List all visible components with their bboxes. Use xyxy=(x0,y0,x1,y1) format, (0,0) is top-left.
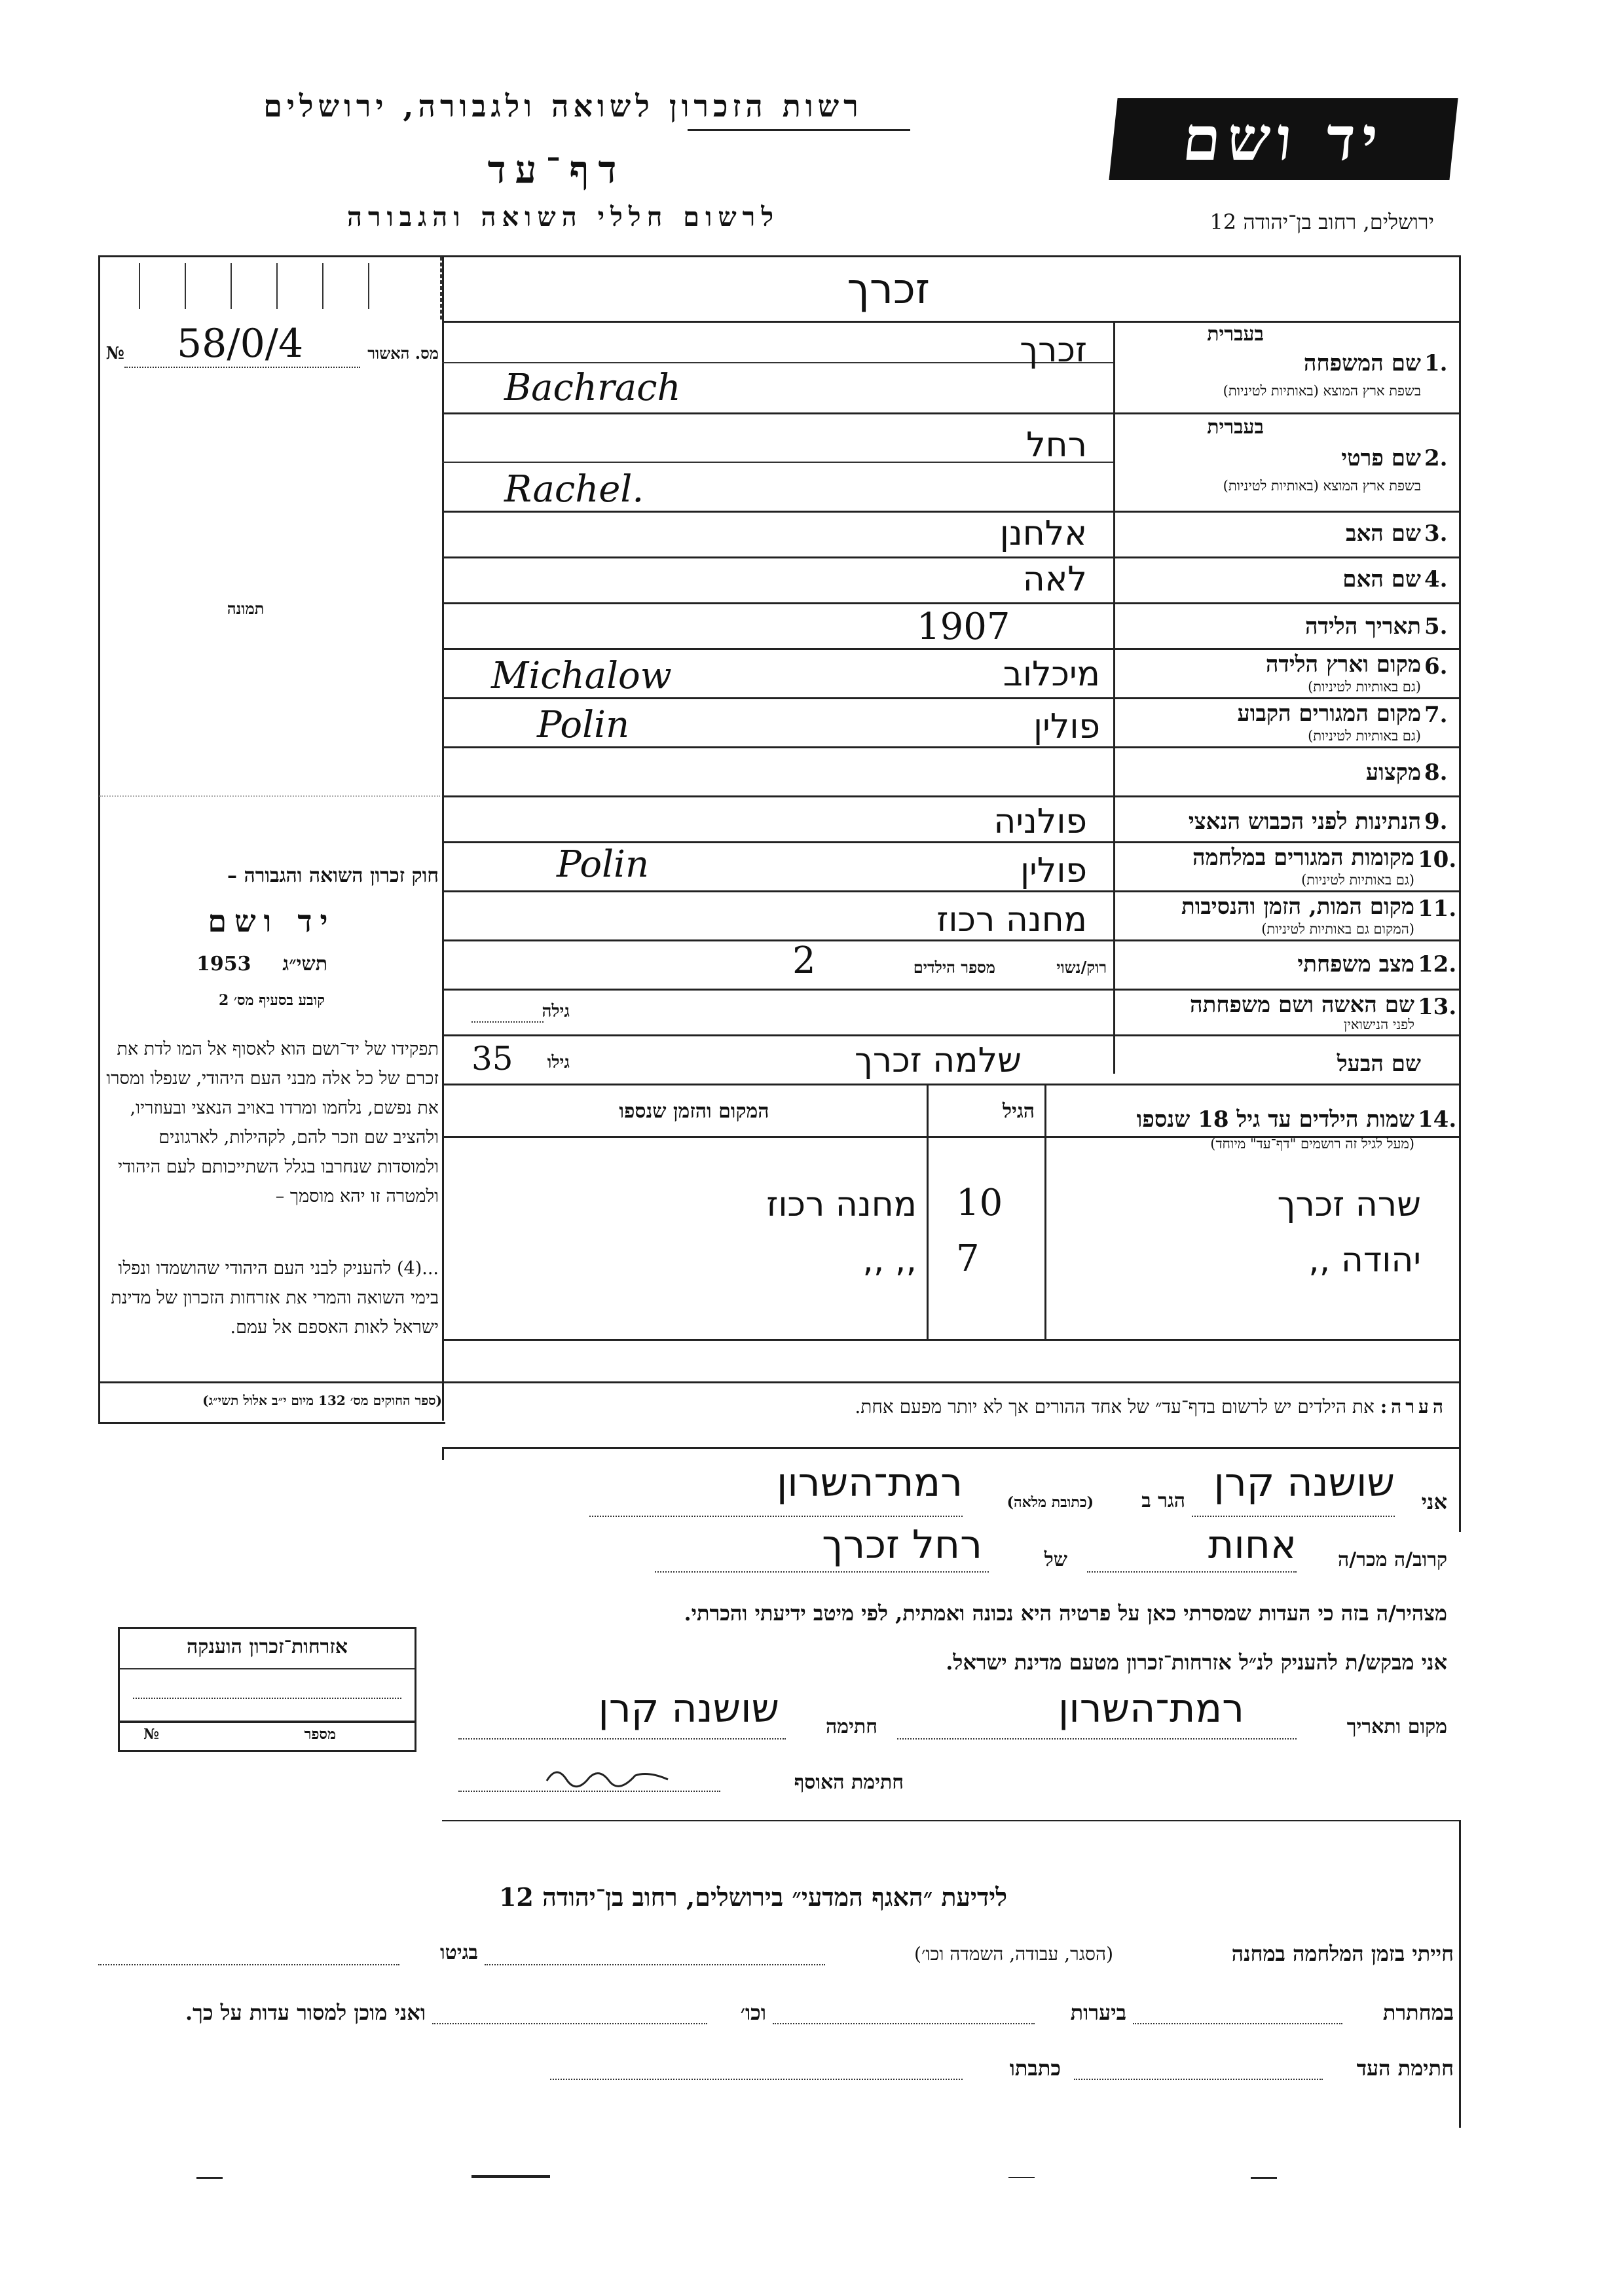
record-label: מס. האשור xyxy=(367,344,439,363)
of-name: רחל זכרך xyxy=(822,1522,982,1568)
law-org: יד ושם xyxy=(208,903,336,939)
memorial-citizenship-title: אזרחות־זכרון הוענקה xyxy=(186,1635,348,1658)
field-10-number: 10. xyxy=(1418,847,1457,873)
memorial-citizenship-number-prefix: № xyxy=(143,1726,159,1743)
husband-age-label: גילו xyxy=(547,1053,570,1072)
field-8-label: מקצוע xyxy=(1365,759,1421,786)
signature-value: שושנה קרן xyxy=(598,1686,779,1732)
declarant-name: שושנה קרן xyxy=(1213,1460,1395,1506)
field-14-number: 14. xyxy=(1418,1106,1457,1133)
citizenship: פולניה xyxy=(993,802,1087,841)
bottom-line2-forests: ביערות xyxy=(1070,2000,1126,2025)
field-4-label: שם האם xyxy=(1342,566,1421,592)
wartime-residence-hebrew: פולין xyxy=(1020,851,1087,890)
child-age: 7 xyxy=(956,1237,980,1280)
field-11-number: 11. xyxy=(1418,896,1457,922)
law-paragraph-1-end: ולמטרה זו יהא מוסמך – xyxy=(275,1186,439,1207)
declarant-address: רמת־השרון xyxy=(777,1460,963,1506)
authority-title: רשות הזכרון לשואה ולגבורה, ירושלים xyxy=(263,88,863,124)
bottom-line1-end: בגיטו xyxy=(439,1941,478,1964)
child-name: יהודה ,, xyxy=(1308,1241,1421,1280)
bottom-line2-etc: וכו׳ xyxy=(740,2000,766,2025)
field-7-label: מקום המגורים הקבוע xyxy=(1237,701,1421,727)
husband-label: שם הבעל xyxy=(1337,1051,1421,1077)
record-prefix: № xyxy=(105,344,124,363)
residence-latin: Polin xyxy=(537,704,630,746)
memorial-citizenship-number-label: מספר xyxy=(304,1726,336,1743)
request: אני מבקש/ת להעניק לנ״ל אזרחות־זכרון מטעם מדינת ישראל. xyxy=(946,1650,1447,1675)
relation-value: אחות xyxy=(1208,1522,1297,1568)
law-paragraph-1 xyxy=(103,1034,439,1211)
bottom-address-label: כתבתו xyxy=(1009,2056,1061,2081)
father-name: אלחנן xyxy=(999,514,1087,553)
record-number: 58/0/4 xyxy=(177,321,304,367)
wartime-residence-latin: Polin xyxy=(557,843,650,886)
signature-label: חתימה xyxy=(826,1715,877,1738)
law-paragraph-2: ...(4) להעניק לבני העם היהודי שהושמדו ונפלו בימי השואה והמרי את אזרחות הזכרון של מדינת ישראל לאות האספם אל עמם. xyxy=(111,1258,439,1338)
law-title: חוק זכרון השואה והגבורה – xyxy=(227,864,439,887)
place-date-label: מקום ותאריך xyxy=(1346,1715,1447,1738)
bottom-line2-underground: במחתרת xyxy=(1382,2000,1454,2025)
field-3-label: שם האב xyxy=(1346,520,1421,547)
birth-place-hebrew: מיכלוב xyxy=(1003,655,1100,694)
statement: מצהיר/ה בזה כי העדות שמסרתי כאן על פרטיה היא נכונה ואמתית, לפי מיטב ידיעתי והכרתי. xyxy=(684,1601,1447,1626)
children-age-col: הגיל xyxy=(1002,1100,1035,1123)
field-10-note: (גם באותיות לטיניות) xyxy=(1301,872,1414,888)
of-label: של xyxy=(1044,1548,1067,1571)
field-13-number: 13. xyxy=(1418,994,1457,1020)
field-12-label: מצב משפחתי xyxy=(1297,951,1414,977)
residence-hebrew: פולין xyxy=(1033,707,1100,746)
law-year: 1953 xyxy=(196,953,251,975)
place-date-value: רמת־השרון xyxy=(1058,1686,1244,1732)
collector-signature xyxy=(544,1761,674,1787)
note-text: את הילדים יש לרשום ב xyxy=(1206,1396,1375,1417)
photo-label: תמונה xyxy=(227,599,265,618)
bottom-line1-label: חייתי בזמן המלחמה במחנה xyxy=(1231,1941,1454,1966)
field-1-number: 1. xyxy=(1424,350,1448,376)
field-13-label: שם האשה ושם משפחתה xyxy=(1190,992,1414,1018)
family-name-hebrew: זכרך xyxy=(1020,331,1087,370)
collector-signature-label: חתימת האוסף xyxy=(794,1771,904,1794)
child-age: 10 xyxy=(956,1182,1003,1224)
field-1-label: שם המשפחה xyxy=(1303,350,1421,376)
memorial-citizenship-box xyxy=(118,1627,416,1752)
field-8-number: 8. xyxy=(1424,759,1448,786)
field-2-note: בשפת ארץ המוצא (באותיות לטיניות) xyxy=(1223,478,1421,494)
field-7-number: 7. xyxy=(1424,702,1448,728)
bottom-header: לידיעת ״האגף המדעי״ בירושלים, רחוב בן־יהודה 12 xyxy=(498,1882,1008,1912)
field-10-label: מקומות המגורים במלחמה xyxy=(1192,845,1414,871)
field-1-note: בשפת ארץ המוצא (באותיות לטיניות) xyxy=(1223,383,1421,399)
children-count-label: מספר הילדים xyxy=(913,958,995,977)
birth-date: 1907 xyxy=(917,606,1010,648)
family-name-latin: Bachrach xyxy=(504,367,681,409)
field-9-label: הנתינות לפני הכבוש הנאצי xyxy=(1188,809,1421,835)
first-name-hebrew: רחל xyxy=(1026,426,1087,465)
bottom-line2-end: ואני מוכן למסור עדות על כך. xyxy=(185,2000,426,2025)
child-death-place: ,, ,, xyxy=(862,1241,917,1280)
collector-signature-scribble xyxy=(544,1761,674,1791)
field-9-number: 9. xyxy=(1424,809,1448,835)
field-2-label: שם פרטי xyxy=(1341,445,1421,471)
law-footer: (ספר החוקים מס׳ 132 מיום י״ב אלול תשי״ג) xyxy=(202,1393,442,1408)
field-7-note: (גם באותיות לטיניות) xyxy=(1308,728,1421,744)
address: ירושלים, רחוב בן־יהודה 12 xyxy=(1209,210,1434,234)
bottom-line1-paren: (הסגר, עבודה, השמדה וכו׳) xyxy=(913,1943,1113,1965)
children-count: 2 xyxy=(792,939,816,982)
field-6-label: מקום וארץ הלידה xyxy=(1265,651,1421,678)
field-11-label: מקום המות, הזמן והנסיבות xyxy=(1181,894,1414,920)
field-6-number: 6. xyxy=(1424,653,1448,680)
birth-place-latin: Michalow xyxy=(491,655,672,697)
note-rest: דף־עד״ של אחד ההורים אך לא יותר מפעם אחת. xyxy=(855,1396,1207,1417)
note-line xyxy=(458,1396,1447,1418)
field-6-note: (גם באותיות לטיניות) xyxy=(1308,679,1421,695)
law-clause: קובע בסעיף מס׳ 2 xyxy=(218,992,325,1009)
child-death-place: מחנה רכוז xyxy=(766,1185,917,1224)
marital-status-label: רוק/נשוי xyxy=(1056,958,1107,977)
field-11-note: (המקום גם באותיות לטיניות) xyxy=(1261,921,1414,937)
form-purpose: לרשום חללי השואה והגבורה xyxy=(346,202,780,232)
family-name-top: זכרך xyxy=(847,265,930,314)
field-5-number: 5. xyxy=(1424,613,1448,640)
child-name: שרה זכרך xyxy=(1277,1185,1421,1224)
field-13-note: לפני הנישואין xyxy=(1344,1017,1414,1032)
field-5-label: תאריך הלידה xyxy=(1304,613,1421,640)
field-4-number: 4. xyxy=(1424,566,1448,592)
address-note: (כתובת מלאה) xyxy=(1006,1494,1094,1511)
husband-name: שלמה זכרך xyxy=(855,1041,1022,1080)
field-14-note: (מעל לגיל זה רושמים "דף־עד" מיוחד) xyxy=(1210,1136,1414,1152)
husband-age: 35 xyxy=(471,1040,513,1078)
record-box xyxy=(100,257,442,319)
yad-vashem-logo xyxy=(1109,98,1458,180)
logo-text: יד ושם xyxy=(1179,103,1388,174)
declarant-label: אני xyxy=(1421,1489,1447,1514)
death-place: מחנה רכוז xyxy=(936,900,1087,939)
form-title: דף־עד xyxy=(487,147,626,192)
field-3-number: 3. xyxy=(1424,520,1448,547)
first-name-latin: Rachel. xyxy=(504,468,644,511)
children-place-col: המקום והזמן שנספו xyxy=(619,1100,769,1123)
relation-label: קרוב/ה מכר/ה xyxy=(1338,1548,1447,1571)
mother-name: לאה xyxy=(1022,560,1087,599)
lives-at-label: הגר ב xyxy=(1141,1489,1185,1512)
field-14-label: שמות הילדים עד גיל 18 שנספו xyxy=(1136,1106,1414,1133)
bottom-witness-signature-label: חתימת העד xyxy=(1356,2056,1454,2081)
law-paragraph-1-text: תפקידו של יד־ושם הוא לאסוף אל המו לדת את זכרם של כל אלה מבני העם היהודי, שנפלו ומסרו את נפשם, נלחמו ומרדו באויב הנאצי ובעוזריו, ולהציב שם וזכר להם, לקהילות, לארגונים ולמוסדות שנחרבו בגלל השתייכותם לעם היהודי xyxy=(106,1039,439,1177)
wife-age-label: גילה xyxy=(542,1002,570,1021)
law-year-heb: תשי״ג xyxy=(282,953,327,975)
field-2-number: 2. xyxy=(1424,445,1448,471)
hebrew-label-2: בעברית xyxy=(1207,416,1264,439)
field-12-number: 12. xyxy=(1418,951,1457,977)
note-label: הערה: xyxy=(1380,1396,1447,1417)
hebrew-label-1: בעברית xyxy=(1207,323,1264,346)
